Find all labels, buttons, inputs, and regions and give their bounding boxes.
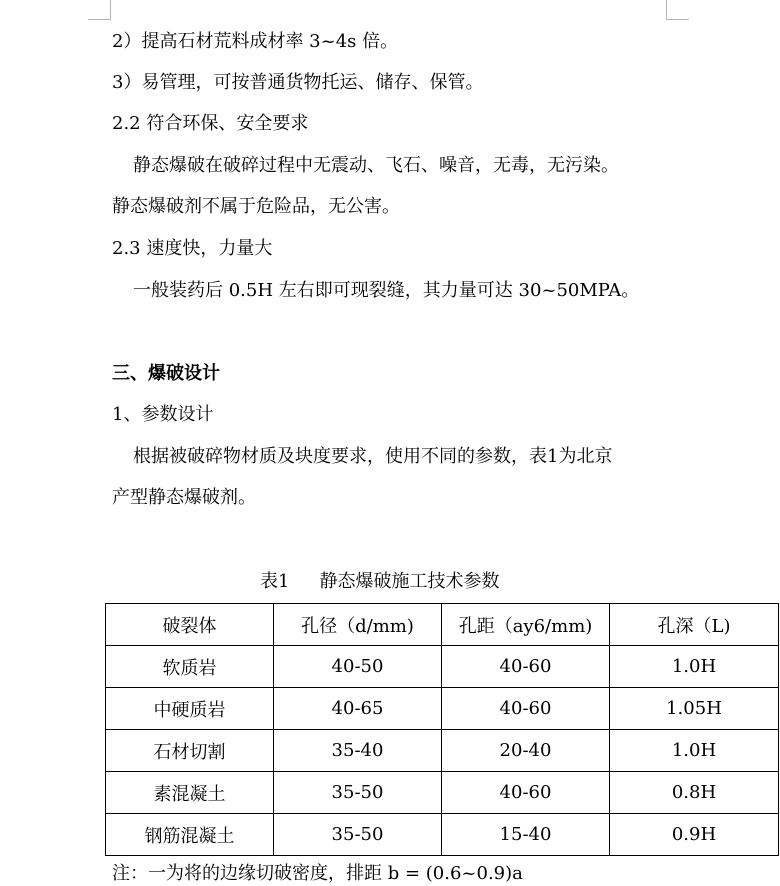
header-cell-body: 破裂体 [106,604,274,646]
parameters-table [105,603,779,856]
paragraph-parameters-intro: 根据被破碎物材质及块度要求，使用不同的参数，表1为北京 [133,446,613,467]
table-cell: 石材切割 [106,730,274,772]
paragraph-speed-power: 一般装药后 0.5H 左右即可现裂缝，其力量可达 30~50MPA。 [133,280,640,301]
paragraph-list-item-2: 2）提高石材荒料成材率 3~4s 倍。 [112,31,399,52]
page-corner-mark-left [88,0,111,20]
page-corner-mark-right [666,0,689,20]
table-cell: 40-50 [274,646,442,688]
table-row [106,688,779,730]
table-caption-title: 静态爆破施工技术参数 [319,571,500,592]
table-cell: 40-65 [274,688,442,730]
section-heading-blast-design: 三、爆破设计 [112,363,220,384]
table-cell: 1.0H [610,730,779,772]
table-cell: 35-50 [274,814,442,856]
paragraph-parameters-intro-cont: 产型静态爆破剂。 [112,487,256,508]
subheading-parameter-design: 1、参数设计 [112,404,214,425]
table-cell: 0.9H [610,814,779,856]
table-cell: 中硬质岩 [106,688,274,730]
table-cell: 0.8H [610,772,779,814]
table-cell: 1.05H [610,688,779,730]
table-cell: 35-40 [274,730,442,772]
paragraph-env-safety: 静态爆破在破碎过程中无震动、飞石、噪音，无毒，无污染。 [133,155,619,176]
table-row [106,730,779,772]
paragraph-list-item-3: 3）易管理，可按普通货物托运、储存、保管。 [112,72,484,93]
table-cell: 35-50 [274,772,442,814]
table-cell: 钢筋混凝土 [106,814,274,856]
table-cell: 15-40 [442,814,610,856]
header-cell-hole-spacing: 孔距（ay6/mm) [442,604,610,646]
table-cell: 40-60 [442,646,610,688]
table-cell: 1.0H [610,646,779,688]
header-cell-hole-diameter: 孔径（d/mm) [274,604,442,646]
table-row [106,646,779,688]
table-row [106,772,779,814]
table-cell: 软质岩 [106,646,274,688]
table-cell: 20-40 [442,730,610,772]
table-cell: 40-60 [442,772,610,814]
header-cell-hole-depth: 孔深（L) [610,604,779,646]
table-cell: 素混凝土 [106,772,274,814]
table-header-row [106,604,779,646]
table-caption-number: 表1 [260,571,290,592]
subheading-2-3: 2.3 速度快，力量大 [112,238,273,259]
paragraph-no-hazard: 静态爆破剂不属于危险品，无公害。 [112,196,400,217]
subheading-2-2: 2.2 符合环保、安全要求 [112,113,309,134]
table-caption [260,570,499,594]
table-row [106,814,779,856]
table-cell: 40-60 [442,688,610,730]
table-footnote: 注：一为将的边缘切破密度，排距 b = (0.6~0.9)a [112,863,523,884]
